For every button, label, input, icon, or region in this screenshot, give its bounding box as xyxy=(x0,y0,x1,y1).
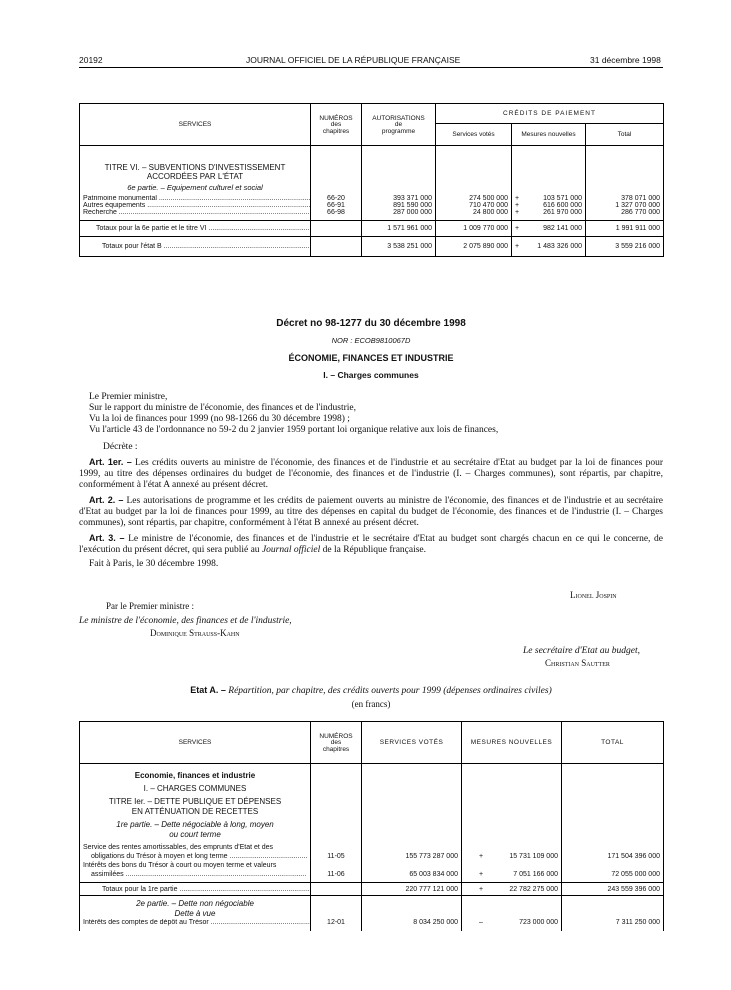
nor-code: NOR : ECOB9810067D xyxy=(331,336,411,345)
intro-line: Vu l'article 43 de l'ordonnance no 59-2 du 2 janvier 1959 portant loi organique relative aux lois de finances, xyxy=(89,425,499,435)
col-total: TOTAL xyxy=(562,722,664,764)
decret-title: Décret no 98-1277 du 30 décembre 1998 xyxy=(276,318,466,329)
issue-date: 31 décembre 1998 xyxy=(590,55,661,65)
col-numeros: NUMÉROS des chapitres xyxy=(311,104,362,146)
par-premier-ministre: Par le Premier ministre : xyxy=(106,601,194,611)
ministre-name: Dominique Strauss-Kahn xyxy=(150,628,240,638)
partie-2-heading: 2e partie. – Dette non négociable Dette à vue xyxy=(80,896,311,920)
table-row: Patrimoine monumental ..... 66-20 393 371 000 274 500 000 + 103 571 000 378 071 000 xyxy=(80,195,664,202)
signataire: Lionel Jospin xyxy=(570,590,617,600)
table-row: Recherche ..... 66-98 287 000 000 24 800 000 + 261 970 000 286 770 000 xyxy=(80,209,664,216)
intro-line: Le Premier ministre, xyxy=(89,392,168,402)
table-row: Service des rentes amortissables, des emprunts d'Etat et des obligations du Trésor à moyen et long terme ..... 11-05 155 773 287 000 + 15 731 109 000 171 504 396 000 xyxy=(80,843,664,861)
intro-line: Vu la loi de finances pour 1999 (no 98-1266 du 30 décembre 1998) ; xyxy=(89,414,350,424)
intro-line: Sur le rapport du ministre de l'économie, des finances et de l'industrie, xyxy=(89,403,356,413)
col-services-votes: SERVICES VOTÉS xyxy=(362,722,462,764)
table-row: Intérêts des bons du Trésor à court ou moyen terme et valeurs assimilées ..... 11-06 65 003 834 000 + 7 051 166 000 72 055 000 000 xyxy=(80,861,664,879)
total-row-partie: Totaux pour la 6e partie et le titre VI ..... 1 571 961 000 1 009 770 000 + 982 141 000 1 991 911 000 xyxy=(80,221,664,237)
total-row-etat: Totaux pour l'état B ..... 3 538 251 000 2 075 890 000 + 1 483 326 000 3 559 216 000 xyxy=(80,237,664,257)
page-number: 20192 xyxy=(79,55,103,65)
decret-body xyxy=(79,392,663,570)
col-mesures-nouvelles: MESURES NOUVELLES xyxy=(462,722,562,764)
etat-a-headings: Economie, finances et industrie I. – CHARGES COMMUNES TITRE Ier. – DETTE PUBLIQUE ET DÉPENSES EN ATTÉNUATION DE RECETTES 1re partie. – Dette négociable à long, moyen ou court terme xyxy=(80,771,311,840)
etat-a-title: Etat A. – Répartition, par chapitre, des crédits ouverts pour 1999 (dépenses ordinaires civiles) xyxy=(190,685,552,696)
fait-a-paris: Fait à Paris, le 30 décembre 1998. xyxy=(89,559,219,569)
col-total: Total xyxy=(586,124,664,146)
total-row-partie-1: Totaux pour la 1re partie ..... 220 777 121 000 + 22 782 275 000 243 559 396 000 xyxy=(80,883,664,896)
ministre-role: Le ministre de l'économie, des finances et de l'industrie, xyxy=(79,616,292,626)
col-services: SERVICES xyxy=(80,104,311,146)
secretaire-role: Le secrétaire d'Etat au budget, xyxy=(523,646,640,656)
journal-title: JOURNAL OFFICIEL DE LA RÉPUBLIQUE FRANÇAISE xyxy=(246,55,461,65)
col-services: SERVICES xyxy=(80,722,311,764)
article-1: Art. 1er. – Les crédits ouverts au ministre de l'économie, des finances et de l'industrie et au secrétaire d'Etat au budget par la loi de finances pour 1999, au titre des dépenses ordinaires du budget de l'économie, des finances et de l'industrie (I. – Charges communes), sont répartis, par chapitre, conformément à l'état A annexé au présent décret. xyxy=(79,457,664,490)
col-numeros: NUMÉROS des chapitres xyxy=(311,722,362,764)
section-heading: I. – Charges communes xyxy=(323,370,419,380)
article-2: Art. 2. – Les autorisations de programme et les crédits de paiement ouverts au ministre de l'économie, des finances et de l'industrie et au secrétaire d'Etat au budget par la loi de finances pour 1999, au titre des dépenses en capital du budget de l'économie, des finances et de l'industrie (I. – Charges communes), sont répartis, par chapitre, conformément à l'état B annexé au présent décret. xyxy=(79,495,664,528)
table-row: Autres équipements ..... 66-91 891 590 000 710 470 000 + 616 600 000 1 327 070 000 xyxy=(80,202,664,209)
header-rule xyxy=(79,67,663,68)
ministry-heading: ÉCONOMIE, FINANCES ET INDUSTRIE xyxy=(288,353,454,363)
etat-a-table xyxy=(79,721,664,931)
decrete: Décrète : xyxy=(103,442,138,452)
col-mesures-nouvelles: Mesures nouvelles xyxy=(512,124,586,146)
article-3: Art. 3. – Le ministre de l'économie, des finances et de l'industrie et le secrétaire d'Etat au budget sont chargés chacun en ce qui le concerne, de l'exécution du présent décret, qui sera publié au Journal officiel de la République française. xyxy=(79,533,664,555)
etat-a-unit: (en francs) xyxy=(351,699,391,709)
table-row: Intérêts des comptes de dépôt au Trésor ..... 12-01 8 034 250 000 – 723 000 000 7 311 250 000 xyxy=(80,919,664,931)
col-services-votes: Services votés xyxy=(436,124,512,146)
col-credits-paiement: CRÉDITS DE PAIEMENT xyxy=(436,104,664,124)
etat-b-table xyxy=(79,103,664,257)
partie-6: 6e partie. – Equipement culturel et social xyxy=(127,182,263,192)
secretaire-name: Christian Sautter xyxy=(545,658,610,668)
col-autorisations: AUTORISATIONS de programme xyxy=(362,104,436,146)
titre-vi: TITRE VI. – SUBVENTIONS D'INVESTISSEMENT ACCORDÉES PAR L'ÉTAT 6e partie. – Equipement culturel et social xyxy=(80,163,311,192)
